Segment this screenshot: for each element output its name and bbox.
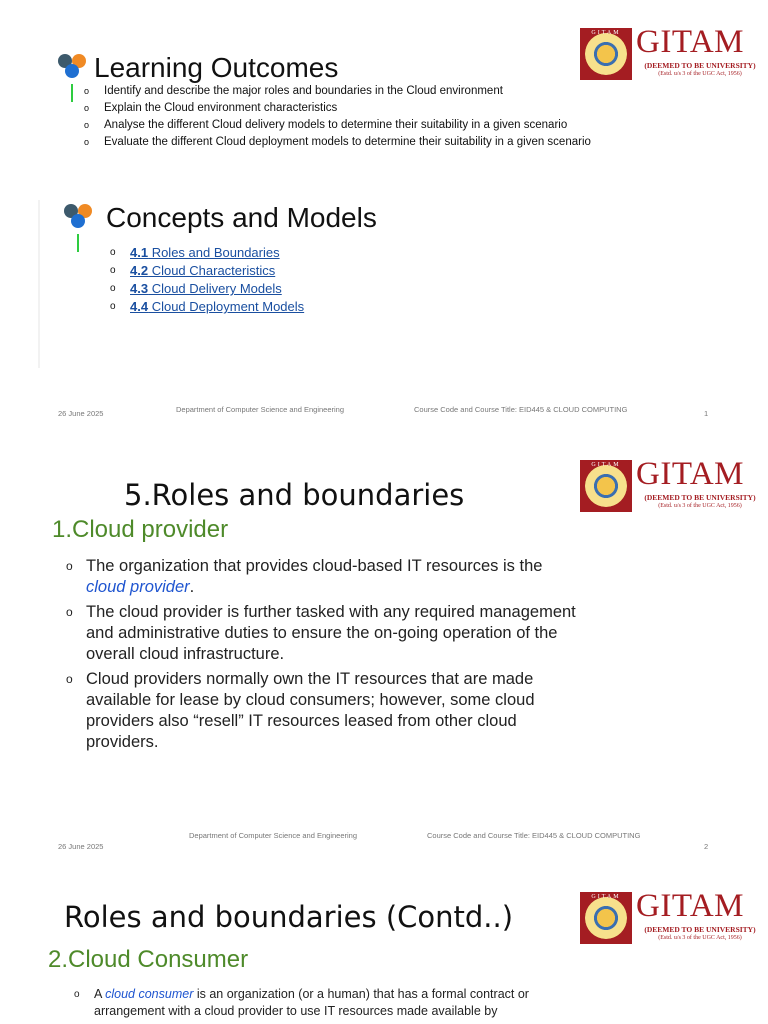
- link-cloud-characteristics[interactable]: 4.2 Cloud Characteristics: [130, 263, 276, 278]
- link-roles-boundaries[interactable]: 4.1 Roles and Boundaries: [130, 245, 280, 260]
- logo-estd: (Estd. u/s 3 of the UGC Act, 1956): [658, 503, 742, 509]
- gitam-seal-icon: GITAM: [580, 892, 632, 944]
- section-subtitle: 2.Cloud Consumer: [48, 946, 249, 973]
- list-item: o Evaluate the different Cloud deployment models to determine their suitability in a given scenario: [84, 136, 591, 148]
- footer-department: Department of Computer Science and Engineering: [189, 831, 358, 840]
- gitam-logo: [580, 456, 764, 516]
- consumer-list: [74, 986, 554, 1020]
- provider-list: [66, 556, 576, 757]
- logo-subtitle: (DEEMED TO BE UNIVERSITY): [644, 61, 756, 70]
- emphasis-term: cloud provider: [86, 578, 190, 596]
- logo-estd: (Estd. u/s 3 of the UGC Act, 1956): [658, 71, 742, 77]
- list-item: o Cloud providers normally own the IT resources that are made available for lease by cloud consumers; however, some cloud providers also “resell” IT resources leased from other cloud providers.: [66, 670, 535, 751]
- gitam-seal-icon: GITAM: [580, 28, 632, 80]
- logo-wordmark: GITAM: [636, 456, 745, 492]
- list-item: o Identify and describe the major roles and boundaries in the Cloud environment: [84, 85, 503, 97]
- outcomes-list: [84, 84, 604, 152]
- footer-date: 26 June 2025: [58, 842, 104, 851]
- list-item: o 4.1 Roles and Boundaries: [110, 245, 280, 260]
- gitam-seal-icon: GITAM: [580, 460, 632, 512]
- concepts-title: Concepts and Models: [106, 202, 377, 233]
- slide-2: [0, 432, 768, 864]
- list-item: o 4.3 Cloud Delivery Models: [110, 281, 282, 296]
- gitam-logo: [580, 24, 764, 84]
- page-number: 1: [704, 409, 709, 418]
- logo-subtitle: (DEEMED TO BE UNIVERSITY): [644, 493, 756, 502]
- emphasis-term: cloud consumer: [105, 987, 194, 1001]
- list-item: o Analyse the different Cloud delivery models to determine their suitability in a given scenario: [84, 119, 568, 131]
- link-cloud-delivery-models[interactable]: 4.3 Cloud Delivery Models: [130, 281, 282, 296]
- slide-1: [0, 0, 768, 432]
- list-item: o 4.2 Cloud Characteristics: [110, 263, 276, 278]
- list-item: o The cloud provider is further tasked with any required management and administrative duties to ensure the on-going operation of the overall cloud infrastructure.: [66, 603, 576, 663]
- decorative-dots-icon: [64, 204, 98, 250]
- list-item: o A cloud consumer is an organization (or a human) that has a formal contract or arrangement with a cloud provider to use IT resources made available by: [74, 987, 529, 1018]
- slide-3: [0, 864, 768, 1024]
- logo-estd: (Estd. u/s 3 of the UGC Act, 1956): [658, 935, 742, 941]
- logo-wordmark: GITAM: [636, 24, 745, 60]
- link-cloud-deployment-models[interactable]: 4.4 Cloud Deployment Models: [130, 299, 305, 314]
- slide-title: Learning Outcomes: [94, 52, 339, 83]
- logo-wordmark: GITAM: [636, 888, 745, 924]
- page-number: 2: [704, 842, 709, 851]
- logo-subtitle: (DEEMED TO BE UNIVERSITY): [644, 925, 756, 934]
- footer-department: Department of Computer Science and Engineering: [176, 405, 345, 414]
- list-item: o The organization that provides cloud-based IT resources is the cloud provider.: [66, 557, 543, 596]
- section-subtitle: 1.Cloud provider: [52, 516, 229, 543]
- slide-title: 5.Roles and boundaries: [124, 478, 465, 512]
- footer-course: Course Code and Course Title: EID445 & CLOUD COMPUTING: [427, 831, 641, 840]
- list-item: o 4.4 Cloud Deployment Models: [110, 299, 305, 314]
- footer-course: Course Code and Course Title: EID445 & CLOUD COMPUTING: [414, 405, 628, 414]
- slide-title: Roles and boundaries (Contd..): [64, 900, 514, 934]
- list-item: o Explain the Cloud environment characteristics: [84, 102, 338, 114]
- footer-date: 26 June 2025: [58, 409, 104, 418]
- models-list: [110, 244, 510, 316]
- gitam-logo: [580, 888, 764, 948]
